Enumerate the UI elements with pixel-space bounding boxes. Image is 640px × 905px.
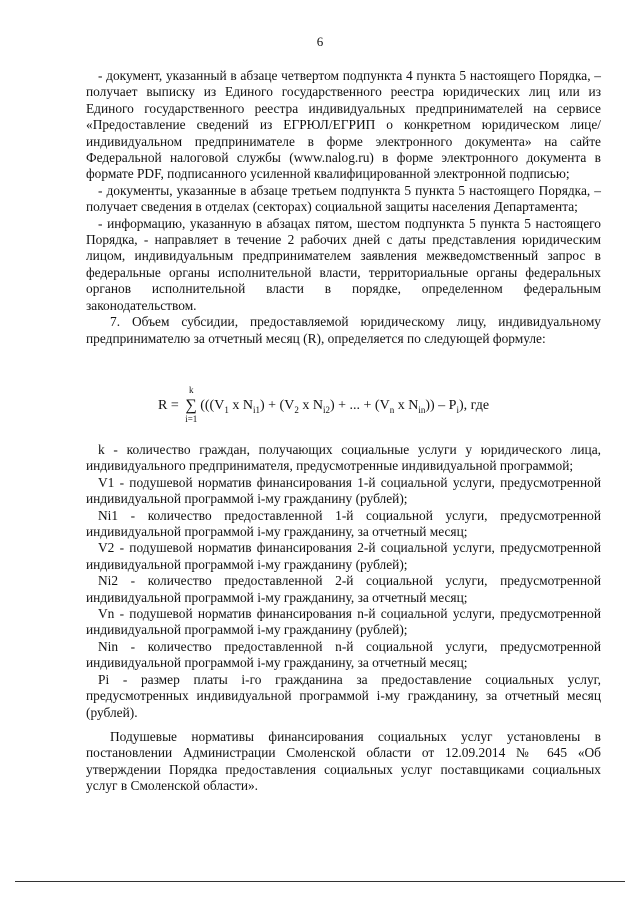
body-text-bottom: [86, 442, 601, 795]
formula-subscript: i: [456, 405, 459, 416]
definition-pi: Pi - размер платы i-го гражданина за предоставление социальных услуг, предусмотренных индивидуальной программой i-му гражданину, за отчетный месяц (рублей).: [86, 671, 601, 720]
paragraph-egrul: - документ, указанный в абзаце четвертом подпункта 4 пункта 5 настоящего Порядка, – получает выписку из Единого государственного реестра юридических лиц или из Единого государственного реестра индивидуальных предпринимателей на сервисе «Предоставление сведений из ЕГРЮЛ/ЕГРИП о конкретном юридическом лице/индивидуальном предпринимателе в форме электронного документа» на сайте Федеральной налоговой службы (www.nalog.ru) в форме электронного документа в формате PDF, подписанного усиленной квалифицированной электронной подписью;: [86, 68, 601, 182]
definition-nin: Nin - количество предоставленной n-й социальной услуги, предусмотренной индивидуальной программой i-му гражданину, за отчетный месяц;: [86, 638, 601, 671]
sum-lower-limit: i=1: [185, 414, 198, 424]
formula-subscript: 1: [224, 405, 229, 416]
formula-subscript: in: [418, 405, 426, 416]
definition-v1: V1 - подушевой норматив финансирования 1-й социальной услуги, предусмотренной индивидуальной программой i-му гражданину (рублей);: [86, 474, 601, 507]
definition-ni1: Ni1 - количество предоставленной 1-й социальной услуги, предусмотренной индивидуальной программой i-му гражданину, за отчетный месяц;: [86, 507, 601, 540]
formula-subscript: i2: [322, 405, 330, 416]
definition-ni2: Ni2 - количество предоставленной 2-й социальной услуги, предусмотренной индивидуальной программой i-му гражданину, за отчетный месяц;: [86, 573, 601, 605]
formula-part: ) + ... + (V: [329, 398, 390, 414]
definition-k: k - количество граждан, получающих социальные услуги у юридического лица, индивидуального предпринимателя, предусмотренные индивидуальной программой;: [86, 442, 601, 474]
formula-part: )) – P: [425, 398, 457, 414]
body-text-top: [86, 68, 601, 347]
definition-v2: V2 - подушевой норматив финансирования 2-й социальной услуги, предусмотренной индивидуальной программой i-му гражданину (рублей);: [86, 540, 601, 572]
formula-part: ), где: [458, 398, 490, 414]
page-number: 6: [316, 34, 324, 49]
paragraph-subsidy-volume: 7. Объем субсидии, предоставляемой юридическому лицу, индивидуальному предпринимателю за отчетный месяц (R), определяется по следующей формуле:: [86, 314, 601, 346]
formula-subscript: i1: [252, 405, 260, 416]
formula-part: x N: [228, 398, 253, 414]
paragraph-interagency-request: - информацию, указанную в абзацах пятом, шестом подпункта 5 пункта 5 настоящего Порядка, - направляет в течение 2 рабочих дней с даты представления юридическим лицом, индивидуальным предпринимателем заявления межведомственный запрос в федеральные органы исполнительной власти, территориальные органы федеральных органов исполнительной власти в порядке, определенном федеральным законодательством.: [86, 215, 601, 313]
formula-part: ) + (V: [259, 398, 295, 414]
sum-symbol: ∑: [185, 397, 197, 414]
formula-part: (((V: [200, 398, 225, 414]
formula-part: x N: [298, 398, 323, 414]
definition-vn: Vn - подушевой норматив финансирования n-й социальной услуги, предусмотренной индивидуальной программой i-му гражданину (рублей);: [86, 606, 601, 638]
formula-part: x N: [394, 398, 419, 414]
paragraph-normatives: Подушевые нормативы финансирования социальных услуг установлены в постановлении Администрации Смоленской области от 12.09.2014 № 645 «Об утверждении Порядка предоставления социальных услуг поставщиками социальных услуг в Смоленской области».: [86, 728, 601, 794]
page-bottom-rule: [15, 881, 625, 882]
formula-subscript: n: [389, 405, 395, 416]
formula-lhs: R =: [158, 398, 183, 414]
sum-upper-limit: k: [188, 385, 194, 395]
formula-subscript: 2: [294, 405, 299, 416]
paragraph-social-protection: - документы, указанные в абзаце третьем подпункта 5 пункта 5 настоящего Порядка, – получает сведения в отделах (секторах) социальной защиты населения Департамента;: [86, 182, 601, 215]
subsidy-formula: [158, 385, 490, 424]
sum-operator: [183, 385, 199, 424]
